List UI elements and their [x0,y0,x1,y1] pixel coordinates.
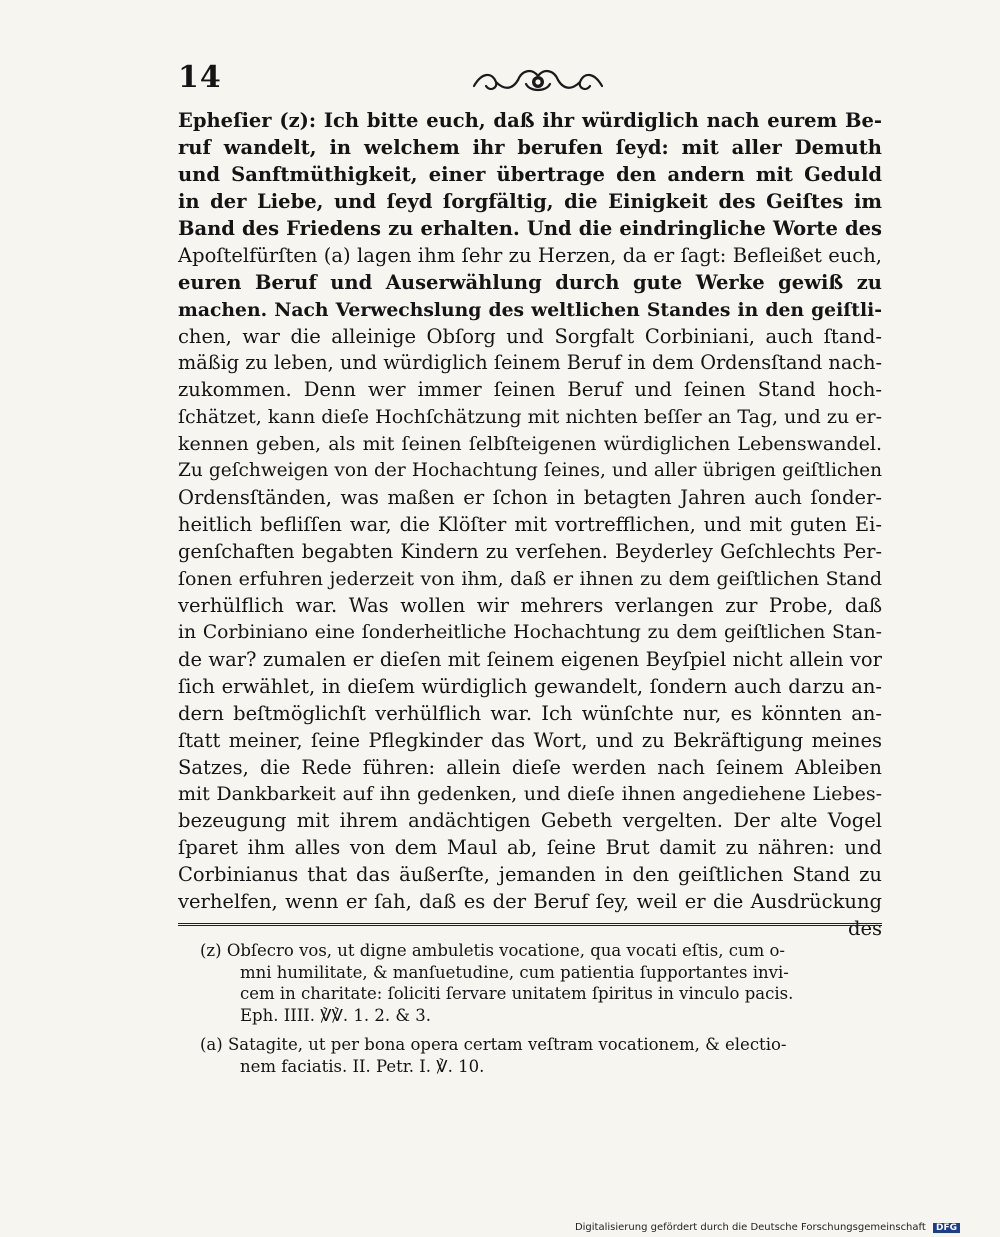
text-line: Ordensſtänden, was maßen er ſchon in betagten Jahren auch ſonder- [178,486,882,510]
text-line: Corbinianus that das äußerſte, jemanden in den geiſtlichen Stand zu [178,863,882,887]
text-line: dern beſtmöglichſt verhülflich war. Ich wünſchte nur, es könnten an- [178,701,882,725]
text-line: ſonen erfuhren jederzeit von ihm, daß er ihnen zu dem geiſtlichen Stand [178,567,882,590]
footnote-line: (a) Satagite, ut per bona opera certam veſtram vocationem, & electio- [200,1035,787,1054]
headpiece-ornament [468,62,608,102]
text-line: und Sanftmüthigkeit, einer übertrage den andern mit Geduld [178,162,882,186]
text-line: Band des Friedens zu erhalten. Und die eindringliche Worte des [178,216,882,240]
footnote-a [200,1034,882,1077]
text-line: chen, war die alleinige Obſorg und Sorgfalt Corbiniani, auch ſtand- [178,324,882,348]
text-line: ſchätzet, kann dieſe Hochſchätzung mit nichten beſſer an Tag, und zu er- [178,406,882,429]
text-line: ſtatt meiner, ſeine Pflegkinder das Wort, und zu Bekräftigung meines [178,728,882,752]
digitization-credit [575,1222,960,1233]
footnote-z [200,940,882,1026]
text-line: Zu geſchweigen von der Hochachtung ſeines, und aller übrigen geiſtlichen [178,460,882,482]
text-line: in der Liebe, und ſeyd ſorgfältig, die Einigkeit des Geiſtes im [178,189,882,213]
catchword: des [847,917,882,941]
text-line: kennen geben, als mit ſeinen ſelbſteigenen würdiglichen Lebenswandel. [178,433,882,456]
text-line: machen. Nach Verwechslung des weltlichen Standes in den geiſtli- [178,298,882,321]
footnote-line: (z) Obſecro vos, ut digne ambuletis vocatione, qua vocati eſtis, cum o- [200,941,785,960]
text-line: verhülflich war. Was wollen wir mehrers verlangen zur Probe, daß [178,593,882,617]
text-line: mäßig zu leben, und würdiglich ſeinem Beruf in dem Ordensſtand nach- [178,351,882,375]
footnote-line: cem in charitate: ſoliciti ſervare unitatem ſpiritus in vinculo pacis. [240,984,794,1003]
text-line: zukommen. Denn wer immer ſeinen Beruf und ſeinen Stand hoch- [178,378,882,402]
text-line: mit Dankbarkeit auf ihn gedenken, und dieſe ihnen angediehene Liebes- [178,783,882,806]
footnote-rule [178,923,882,926]
text-line: in Corbiniano eine ſonderheitliche Hochachtung zu dem geiſtlichen Stan- [178,621,882,643]
footnote-line: mni humilitate, & manſuetudine, cum patientia ſupportantes invi- [240,962,789,982]
text-line: Apoſtelfürſten (a) lagen ihm ſehr zu Herzen, da er ſagt: Befleißet euch, [178,243,882,267]
text-line: Satzes, die Rede führen: allein dieſe werden nach ſeinem Ableiben [178,755,882,779]
text-line: de war? zumalen er dieſen mit ſeinem eigenen Beyſpiel nicht allein vor [178,647,882,671]
footnote-line: Eph. IIII. ℣℣. 1. 2. & 3. [240,1005,431,1025]
main-text [178,108,882,943]
text-line: genſchaften begabten Kindern zu verſehen. Beyderley Geſchlechts Per- [178,540,882,563]
text-line: ſich erwählet, in dieſem würdiglich gewandelt, ſondern auch darzu an- [178,674,882,698]
text-line: ſparet ihm alles von dem Maul ab, ſeine Brut damit zu nähren: und [178,836,882,860]
credit-text: Digitalisierung gefördert durch die Deutsche Forschungsgemeinschaft [574,1222,926,1233]
text-line: euren Beruf und Auserwählung durch gute Werke gewiß zu [178,270,882,294]
text-line: ruf wandelt, in welchem ihr berufen ſeyd: mit aller Demuth [178,135,882,159]
text-line: Epheſier (z): Ich bitte euch, daß ihr würdiglich nach eurem Be- [178,109,882,132]
footnote-line: nem faciatis. II. Petr. I. ℣. 10. [240,1056,485,1076]
text-line: bezeugung mit ihrem andächtigen Gebeth vergelten. Der alte Vogel [178,809,882,833]
text-line: verhelfen, wenn er ſah, daß es der Beruf ſey, weil er die Ausdrückung [178,890,882,914]
page-number: 14 [178,60,222,95]
text-line: heitlich befliſſen war, die Klöſter mit vortrefflichen, und mit guten Ei- [178,513,882,537]
dfg-logo: DFG [933,1223,960,1233]
